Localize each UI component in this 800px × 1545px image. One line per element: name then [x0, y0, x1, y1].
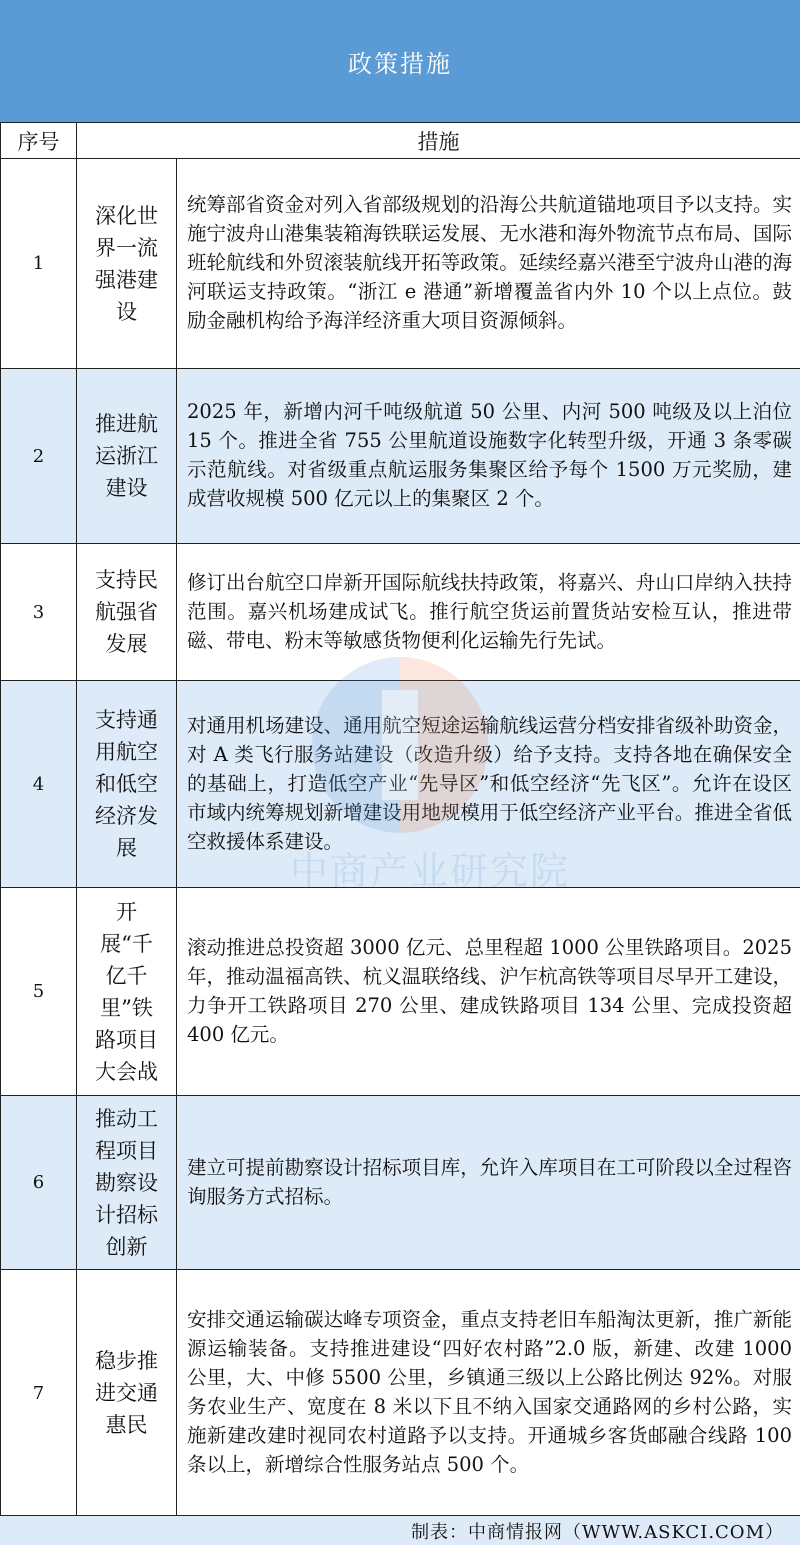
row-category: 推动工程项目勘察设计招标创新: [77, 1096, 177, 1270]
row-measure: 2025 年，新增内河千吨级航道 50 公里、内河 500 吨级及以上泊位 15 个。推进全省 755 公里航道设施数字化转型升级，开通 3 条零碳示范航线。对省级重点航运服务集聚区给予每个 1500 万元奖励，建成营收规模 500 亿元以上的集聚区 2 个。: [177, 369, 800, 544]
row-category: 开展“千亿千里”铁路项目大会战: [77, 888, 177, 1096]
table-header-row: [1, 123, 800, 159]
row-number: 1: [1, 159, 77, 369]
table-row: [1, 544, 800, 681]
table-row: [1, 888, 800, 1096]
row-category: 深化世界一流强港建设: [77, 159, 177, 369]
row-measure: 修订出台航空口岸新开国际航线扶持政策，将嘉兴、舟山口岸纳入扶持范围。嘉兴机场建成试飞。推行航空货运前置货站安检互认，推进带磁、带电、粉末等敏感货物便利化运输先行先试。: [177, 544, 800, 681]
header-no: 序号: [1, 123, 77, 159]
row-measure: 统筹部省资金对列入省部级规划的沿海公共航道锚地项目予以支持。实施宁波舟山港集装箱海铁联运发展、无水港和海外物流节点布局、国际班轮航线和外贸滚装航线开拓等政策。延续经嘉兴港至宁波舟山港的海河联运支持政策。“浙江 e 港通”新增覆盖省内外 10 个以上点位。鼓励金融机构给予海洋经济重大项目资源倾斜。: [177, 159, 800, 369]
policy-table: [0, 122, 800, 1517]
row-number: 3: [1, 544, 77, 681]
row-number: 2: [1, 369, 77, 544]
source-footer: [0, 1515, 800, 1545]
table-row: [1, 159, 800, 369]
row-number: 4: [1, 681, 77, 888]
table-row: [1, 369, 800, 544]
table-row: [1, 1096, 800, 1270]
row-measure: 建立可提前勘察设计招标项目库，允许入库项目在工可阶段以全过程咨询服务方式招标。: [177, 1096, 800, 1270]
row-category: 稳步推进交通惠民: [77, 1270, 177, 1517]
row-category: 支持通用航空和低空经济发展: [77, 681, 177, 888]
row-number: 5: [1, 888, 77, 1096]
row-number: 6: [1, 1096, 77, 1270]
table-row: [1, 681, 800, 888]
table-row: [1, 1270, 800, 1517]
row-number: 7: [1, 1270, 77, 1517]
table-title-bar: [0, 0, 800, 122]
row-measure: 滚动推进总投资超 3000 亿元、总里程超 1000 公里铁路项目。2025 年，推动温福高铁、杭义温联络线、沪乍杭高铁等项目尽早开工建设，力争开工铁路项目 270 公里、建成铁路项目 134 公里、完成投资超 400 亿元。: [177, 888, 800, 1096]
row-category: 推进航运浙江建设: [77, 369, 177, 544]
row-measure: 对通用机场建设、通用航空短途运输航线运营分档安排省级补助资金，对 A 类飞行服务站建设（改造升级）给予支持。支持各地在确保安全的基础上，打造低空产业“先导区”和低空经济“先飞区”。允许在设区市域内统筹规划新增建设用地规模用于低空经济产业平台。推进全省低空救援体系建设。: [177, 681, 800, 888]
row-measure: 安排交通运输碳达峰专项资金，重点支持老旧车船淘汰更新，推广新能源运输装备。支持推进建设“四好农村路”2.0 版，新建、改建 1000 公里，大、中修 5500 公里，乡镇通三级以上公路比例达 92%。对服务农业生产、宽度在 8 米以下且不纳入国家交通路网的乡村公路，实施新建改建时视同农村道路予以支持。开通城乡客货邮融合线路 100 条以上，新增综合性服务站点 500 个。: [177, 1270, 800, 1517]
header-measure: 措施: [77, 123, 800, 159]
source-credit: 制表：中商情报网（WWW.ASKCI.COM）: [411, 1518, 800, 1544]
table-title: 政策措施: [348, 44, 452, 79]
row-category: 支持民航强省发展: [77, 544, 177, 681]
